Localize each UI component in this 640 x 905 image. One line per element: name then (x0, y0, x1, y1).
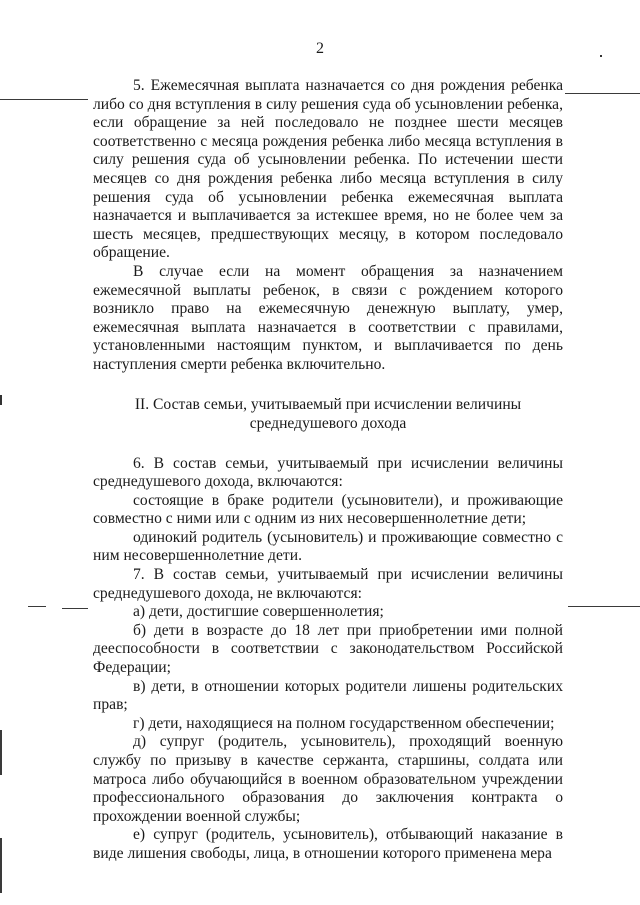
scan-artifact-line (568, 606, 640, 607)
scan-artifact-line (28, 606, 46, 607)
paragraph-5-death-case: В случае если на момент обращения за назначением ежемесячной выплаты ребенок, в связи с рождением которого возникло право на ежемесячную денежную выплату, умер, ежемесячная выплата назначается в соответствии с правилами, установленными настоящим пунктом, и выплачивается по день наступления смерти ребенка включительно. (93, 262, 563, 373)
item-g: г) дети, находящиеся на полном государственном обеспечении; (133, 714, 555, 732)
item-a: а) дети, достигшие совершеннолетия; (133, 603, 384, 621)
item-d: д) супруг (родитель, усыновитель), проходящий военную службу по призыву в качестве сержанта, старшины, солдата или матроса либо обучающийся в военном образовательном учреждении профессионального образования до заключения контракта о прохождении военной службы; (93, 733, 563, 825)
paragraph-6: 6. В состав семьи, учитываемый при исчислении величины среднедушевого дохода, включаются: (93, 454, 563, 491)
paragraph-5: 5. Ежемесячная выплата назначается со дня рождения ребенка либо со дня вступления в силу решения суда об усыновлении ребенка, если обращение за ней последовало не позднее шести месяцев соответственно с месяца рождения ребенка либо месяца вступления в силу решения суда об усыновлении ребенка. По истечении шести месяцев со дня рождения ребенка либо месяца вступления в силу решения суда об усыновлении ребенка ежемесячная выплата назначается и выплачивается за истекшее время, но не более чем за шесть месяцев, предшествующих месяцу, в котором последовало обращение. (93, 77, 563, 262)
scan-artifact-edge (0, 838, 2, 893)
scan-artifact-line (0, 99, 88, 100)
item-b: б) дети в возрасте до 18 лет при приобретении ими полной дееспособности в соответствии с законодательством Российской Федерации; (93, 621, 563, 677)
spacer (93, 433, 563, 455)
scan-artifact-edge (0, 730, 2, 775)
scan-artifact-line (62, 608, 88, 609)
section-heading-line-1: II. Состав семьи, учитываемый при исчислении величины (134, 395, 522, 413)
paragraph-7: 7. В состав семьи, учитываемый при исчислении величины среднедушевого дохода, не включаются: (93, 566, 563, 602)
document-body (93, 77, 563, 864)
paragraph-6-married: состоящие в браке родители (усыновители), и проживающие совместно с ними или с одним из них несовершеннолетние дети; (93, 491, 563, 528)
page-number: 2 (316, 40, 324, 57)
item-e: е) супруг (родитель, усыновитель), отбывающий наказание в виде лишения свободы, лица, в отношении которого применена мера (93, 826, 563, 862)
paragraph-6-single: одинокий родитель (усыновитель) и проживающие совместно с ним несовершеннолетние дети. (93, 528, 563, 565)
section-heading-line-2: среднедушевого дохода (249, 414, 407, 432)
scan-artifact-dot (0, 395, 2, 405)
scan-artifact-dot (600, 55, 602, 57)
item-v: в) дети, в отношении которых родители лишены родительских прав; (93, 677, 563, 714)
spacer (93, 375, 563, 395)
scan-artifact-line (565, 93, 640, 94)
